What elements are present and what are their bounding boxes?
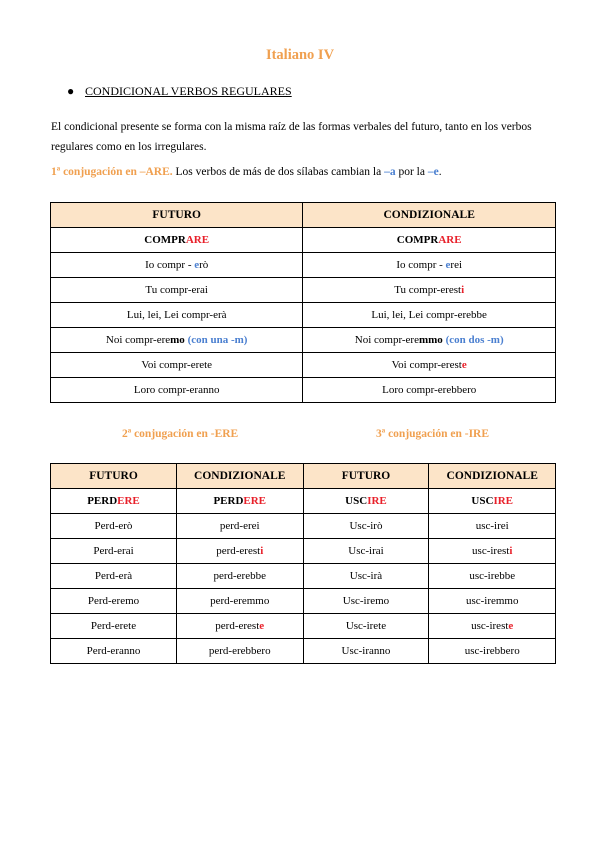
header-condizionale-ere: CONDIZIONALE	[176, 464, 303, 489]
verb-stem: Noi compr-ere	[354, 334, 419, 346]
verb-rest: rò	[199, 259, 209, 271]
verb-stem: Tu compr-erai	[145, 284, 208, 296]
futuro-cell	[51, 378, 303, 403]
verb-stem: Usc-iremo	[342, 595, 390, 607]
conjugation-cell	[429, 539, 556, 564]
section-bullet	[67, 84, 292, 99]
verb-stem: Loro compr-erebbero	[382, 384, 477, 396]
table-row	[51, 564, 556, 589]
conj1-text-a: Los verbos de más de dos sílabas cambian la	[172, 166, 385, 178]
bullet-dot-icon: ●	[67, 84, 75, 98]
conjugation-cell	[429, 589, 556, 614]
condizionale-cell	[303, 328, 556, 353]
verb-ending: mo	[170, 334, 185, 346]
conj1-label: 1ª conjugación en –ARE.	[51, 166, 173, 178]
verb-stem: perd-eremmo	[210, 595, 270, 607]
conj1-from: –a	[384, 166, 396, 178]
verb-ending: ERE	[117, 495, 140, 507]
verb-stem: Lui, lei, Lei compr-erà	[126, 309, 227, 321]
verb-stem: Io compr -	[396, 259, 446, 271]
verb-stem: USC	[471, 495, 494, 507]
header-futuro-ere: FUTURO	[51, 464, 177, 489]
table-row	[51, 378, 556, 403]
table-row	[51, 589, 556, 614]
verb-stem: usc-irest	[472, 545, 510, 557]
verb-stem: usc-irebbero	[464, 645, 520, 657]
conj1-end: .	[438, 166, 442, 178]
conjugation-cell	[176, 614, 303, 639]
verb-note: (con dos -m)	[445, 334, 504, 346]
verb-ending: e	[508, 620, 514, 632]
futuro-cell	[51, 303, 303, 328]
conjugation-cell	[303, 514, 429, 539]
verb-ending: i	[509, 545, 513, 557]
conjugation-cell	[176, 489, 303, 514]
futuro-cell	[51, 328, 303, 353]
verb-stem: perd-erebbe	[213, 570, 266, 582]
verb-stem: usc-irebbe	[469, 570, 516, 582]
conjugation-cell	[303, 614, 429, 639]
verb-stem: Perd-erà	[94, 570, 133, 582]
verb-ending: e	[461, 359, 467, 371]
condizionale-cell	[303, 303, 556, 328]
conjugation-cell	[303, 539, 429, 564]
intro-paragraph: El condicional presente se forma con la misma raíz de las formas verbales del futuro, tanto en los verbos regulares como en los irregulares.	[51, 121, 532, 153]
condizionale-cell	[303, 353, 556, 378]
table-header-row	[51, 464, 556, 489]
verb-stem: usc-iremmo	[465, 595, 519, 607]
verb-stem: Usc-irò	[349, 520, 383, 532]
verb-ending: i	[260, 545, 264, 557]
table-row	[51, 514, 556, 539]
verb-stem: PERD	[213, 495, 244, 507]
verb-ending: i	[461, 284, 465, 296]
conjugation-cell	[51, 639, 177, 664]
header-condizionale-ire: CONDIZIONALE	[429, 464, 556, 489]
header-futuro-ire: FUTURO	[303, 464, 429, 489]
verb-stem: Usc-iranno	[341, 645, 391, 657]
conjugation-cell	[429, 614, 556, 639]
futuro-cell	[51, 253, 303, 278]
conjugation-cell	[303, 589, 429, 614]
verb-stem: Perd-eranno	[86, 645, 141, 657]
futuro-cell	[51, 353, 303, 378]
table-row	[51, 539, 556, 564]
verb-ending: e	[445, 259, 451, 271]
table-row	[51, 303, 556, 328]
verb-stem: Io compr -	[145, 259, 195, 271]
verb-stem: Usc-irà	[349, 570, 383, 582]
condizionale-cell	[303, 253, 556, 278]
page-title: Italiano IV	[265, 47, 335, 63]
verb-stem: Voi compr-erest	[391, 359, 462, 371]
table-row	[51, 278, 556, 303]
verb-stem: Perd-erete	[90, 620, 137, 632]
table-row	[51, 353, 556, 378]
conjugation-cell	[429, 639, 556, 664]
verb-stem: usc-irei	[475, 520, 509, 532]
condizionale-cell	[303, 228, 556, 253]
header-futuro: FUTURO	[51, 203, 303, 228]
condizionale-cell	[303, 278, 556, 303]
verb-stem: PERD	[87, 495, 118, 507]
conjugation-cell	[303, 564, 429, 589]
table-row	[51, 328, 556, 353]
conjugation-cell	[176, 564, 303, 589]
verb-ending: e	[194, 259, 200, 271]
header-condizionale: CONDIZIONALE	[303, 203, 556, 228]
verb-stem: COMPR	[144, 234, 186, 246]
verb-ending: ARE	[185, 234, 210, 246]
verb-stem: Voi compr-erete	[141, 359, 213, 371]
conjugation-cell	[176, 639, 303, 664]
conjugation-cell	[176, 589, 303, 614]
verb-ending: mmo	[418, 334, 443, 346]
table-row	[51, 228, 556, 253]
third-conjugation-heading: 3ª conjugación en -IRE	[376, 428, 490, 440]
verb-stem: USC	[345, 495, 368, 507]
verb-stem: Tu compr-erest	[394, 284, 462, 296]
verb-ending: ERE	[243, 495, 267, 507]
conjugation-cell	[51, 489, 177, 514]
conjugation-cell	[176, 514, 303, 539]
second-conjugation-heading: 2ª conjugación en -ERE	[122, 428, 239, 440]
verb-stem: Perd-erò	[94, 520, 133, 532]
conjugation-cell	[429, 489, 556, 514]
futuro-cell	[51, 228, 303, 253]
verb-stem: perd-erest	[215, 620, 260, 632]
verb-stem: Usc-irai	[348, 545, 384, 557]
verb-note: (con una -m)	[187, 334, 248, 346]
table-header-row	[51, 203, 556, 228]
verb-ending: IRE	[493, 495, 513, 507]
verb-stem: Usc-irete	[345, 620, 387, 632]
first-conjugation-note	[51, 166, 442, 178]
verb-stem: Noi compr-ere	[105, 334, 171, 346]
conjugation-cell	[429, 514, 556, 539]
conjugation-cell	[51, 564, 177, 589]
verb-ending: IRE	[367, 495, 387, 507]
conjugation-cell	[51, 539, 177, 564]
verb-stem: COMPR	[396, 234, 439, 246]
table-row	[51, 639, 556, 664]
ere-ire-conjugation-table	[50, 463, 556, 664]
verb-stem: Perd-erai	[93, 545, 134, 557]
conjugation-cell	[303, 489, 429, 514]
are-conjugation-table	[50, 202, 556, 403]
table-row	[51, 614, 556, 639]
conjugation-cell	[303, 639, 429, 664]
verb-stem: Loro compr-eranno	[133, 384, 220, 396]
verb-ending: ARE	[438, 234, 462, 246]
verb-stem: usc-irest	[471, 620, 509, 632]
conjugation-cell	[429, 564, 556, 589]
verb-stem: Perd-eremo	[87, 595, 140, 607]
conj1-text-b: por la	[395, 166, 428, 178]
verb-ending: e	[259, 620, 265, 632]
condizionale-cell	[303, 378, 556, 403]
table-row	[51, 489, 556, 514]
conjugation-cell	[51, 589, 177, 614]
conjugation-cell	[51, 514, 177, 539]
verb-rest: rei	[450, 259, 463, 271]
conj1-to: –e	[427, 166, 439, 178]
verb-stem: perd-erebbero	[208, 645, 271, 657]
conjugation-cell	[176, 539, 303, 564]
conjugation-cell	[51, 614, 177, 639]
verb-stem: perd-erei	[219, 520, 260, 532]
table-row	[51, 253, 556, 278]
futuro-cell	[51, 278, 303, 303]
verb-stem: perd-erest	[216, 545, 261, 557]
section-heading: CONDICIONAL VERBOS REGULARES	[85, 84, 292, 98]
verb-stem: Lui, lei, Lei compr-erebbe	[371, 309, 487, 321]
